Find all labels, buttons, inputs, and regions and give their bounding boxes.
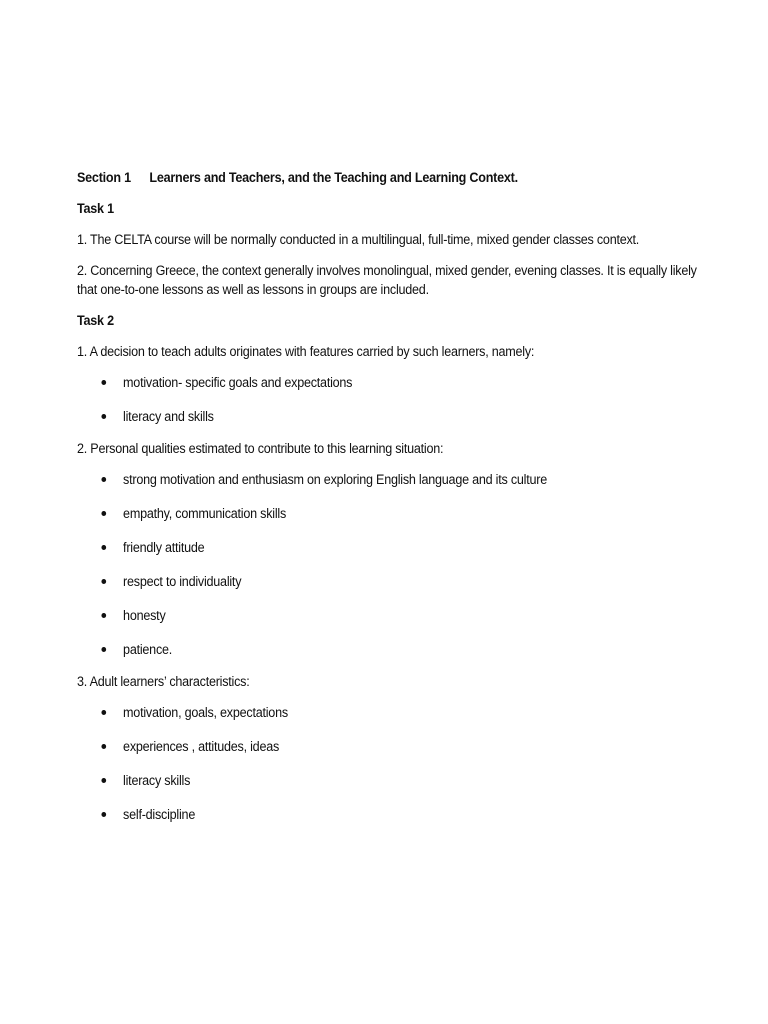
bullet-icon [101, 380, 106, 385]
task-1-label: Task 1 [77, 201, 114, 216]
list-item [77, 538, 697, 557]
bullet-icon [101, 647, 106, 652]
list-item [77, 373, 697, 392]
bullet-icon [101, 545, 106, 550]
bullet-icon [101, 812, 106, 817]
list-item-text: motivation- specific goals and expectations [123, 375, 353, 390]
section-number: Section 1 [77, 170, 131, 185]
list-item-text: patience. [123, 642, 173, 657]
task-2-item-2: 2. Personal qualities estimated to contribute to this learning situation: [77, 441, 444, 456]
section-title: Learners and Teachers, and the Teaching and Learning Context. [149, 170, 518, 185]
bullet-icon [101, 613, 106, 618]
task-2-item-1: 1. A decision to teach adults originates with features carried by such learners, namely: [77, 344, 535, 359]
bullet-list-adult-characteristics [77, 703, 697, 824]
bullet-icon [101, 710, 106, 715]
bullet-icon [101, 511, 106, 516]
task-1-paragraph-1: 1. The CELTA course will be normally conducted in a multilingual, full-time, mixed gender classes context. [77, 232, 640, 247]
list-item [77, 470, 697, 489]
bullet-icon [101, 414, 106, 419]
task-1-paragraph-2: 2. Concerning Greece, the context generally involves monolingual, mixed gender, evening classes. It is equally likely that one-to-one lessons as well as lessons in groups are included. [77, 263, 697, 297]
list-item [77, 572, 697, 591]
list-item [77, 606, 697, 625]
list-item [77, 703, 697, 722]
list-item-text: literacy skills [123, 773, 191, 788]
list-item-text: empathy, communication skills [123, 506, 287, 521]
task-2-label: Task 2 [77, 313, 114, 328]
list-item [77, 407, 697, 426]
list-item [77, 737, 697, 756]
list-item-text: motivation, goals, expectations [123, 705, 288, 720]
list-item [77, 771, 697, 790]
list-item-text: experiences , attitudes, ideas [123, 739, 280, 754]
list-item [77, 640, 697, 659]
bullet-icon [101, 477, 106, 482]
list-item-text: self-discipline [123, 807, 196, 822]
list-item-text: literacy and skills [123, 409, 214, 424]
document-body [77, 168, 697, 837]
task-2-item-3: 3. Adult learners’ characteristics: [77, 674, 250, 689]
bullet-list-personal-qualities [77, 470, 697, 659]
list-item-text: friendly attitude [123, 540, 205, 555]
bullet-icon [101, 579, 106, 584]
section-heading [77, 168, 697, 187]
list-item-text: respect to individuality [123, 574, 242, 589]
bullet-icon [101, 744, 106, 749]
bullet-list-learner-features [77, 373, 697, 426]
list-item-text: honesty [123, 608, 166, 623]
bullet-icon [101, 778, 106, 783]
list-item [77, 805, 697, 824]
list-item [77, 504, 697, 523]
list-item-text: strong motivation and enthusiasm on exploring English language and its culture [123, 472, 547, 487]
